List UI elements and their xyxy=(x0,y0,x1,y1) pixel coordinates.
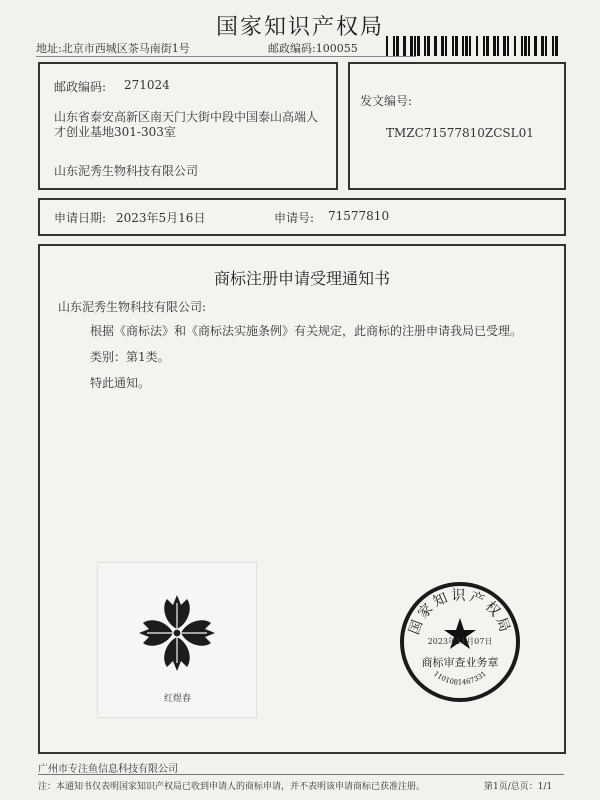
dispatch-number: TMZC71577810ZCSL01 xyxy=(386,126,534,140)
recipient-address: 山东省泰安高新区南天门大街中段中国泰山高端人才创业基地301-303室 xyxy=(54,110,319,139)
dispatch-label: 发文编号: xyxy=(360,94,413,108)
notice-category: 类别：第1类。 xyxy=(90,350,170,364)
recipient-postcode-value: 271024 xyxy=(124,78,170,92)
seal-date: 2023年11月07日 xyxy=(427,637,493,646)
footer-divider xyxy=(38,774,564,775)
footer-page: 第1页/总页：1/1 xyxy=(484,782,553,792)
application-date-value: 2023年5月16日 xyxy=(116,211,206,225)
application-number-value: 71577810 xyxy=(328,209,390,223)
trademark-image xyxy=(97,562,257,718)
trademark-caption: 红煜春 xyxy=(164,694,192,704)
official-seal xyxy=(398,580,522,704)
header-address-bar xyxy=(36,40,416,57)
notice-title: 商标注册申请受理通知书 xyxy=(213,269,390,288)
dispatch-box xyxy=(348,62,566,190)
footer-note: 注：本通知书仅表明国家知识产权局已收到申请人的商标申请，并不表明该申请商标已获准注册。 xyxy=(38,782,426,792)
notice-body: 根据《商标法》和《商标法实施条例》有关规定，此商标的注册申请我局已受理。 xyxy=(90,324,523,338)
recipient-box xyxy=(38,62,338,190)
application-number-label: 申请号: xyxy=(274,211,315,225)
header-title: 国家知识产权局 xyxy=(215,15,384,40)
seal-serial: 1101081467331 xyxy=(432,669,488,687)
barcode xyxy=(386,36,558,56)
seal-bottom-text: 商标审查业务章 xyxy=(421,656,499,669)
office-address: 地址:北京市西城区茶马南街1号 xyxy=(36,42,190,55)
office-postcode: 邮政编码:100055 xyxy=(268,42,358,55)
recipient-postcode-label: 邮政编码: xyxy=(54,80,107,94)
application-date-label: 申请日期: xyxy=(54,211,107,225)
footer-agency: 广州市专注鱼信息科技有限公司 xyxy=(38,764,178,775)
notice-addressee: 山东泥秀生物科技有限公司: xyxy=(58,300,207,314)
seal-top-text: 国家知识产权局 xyxy=(406,588,514,637)
application-box xyxy=(38,198,566,236)
recipient-company: 山东泥秀生物科技有限公司 xyxy=(54,164,199,178)
notice-closing: 特此通知。 xyxy=(90,376,151,390)
notice-box xyxy=(38,244,566,754)
